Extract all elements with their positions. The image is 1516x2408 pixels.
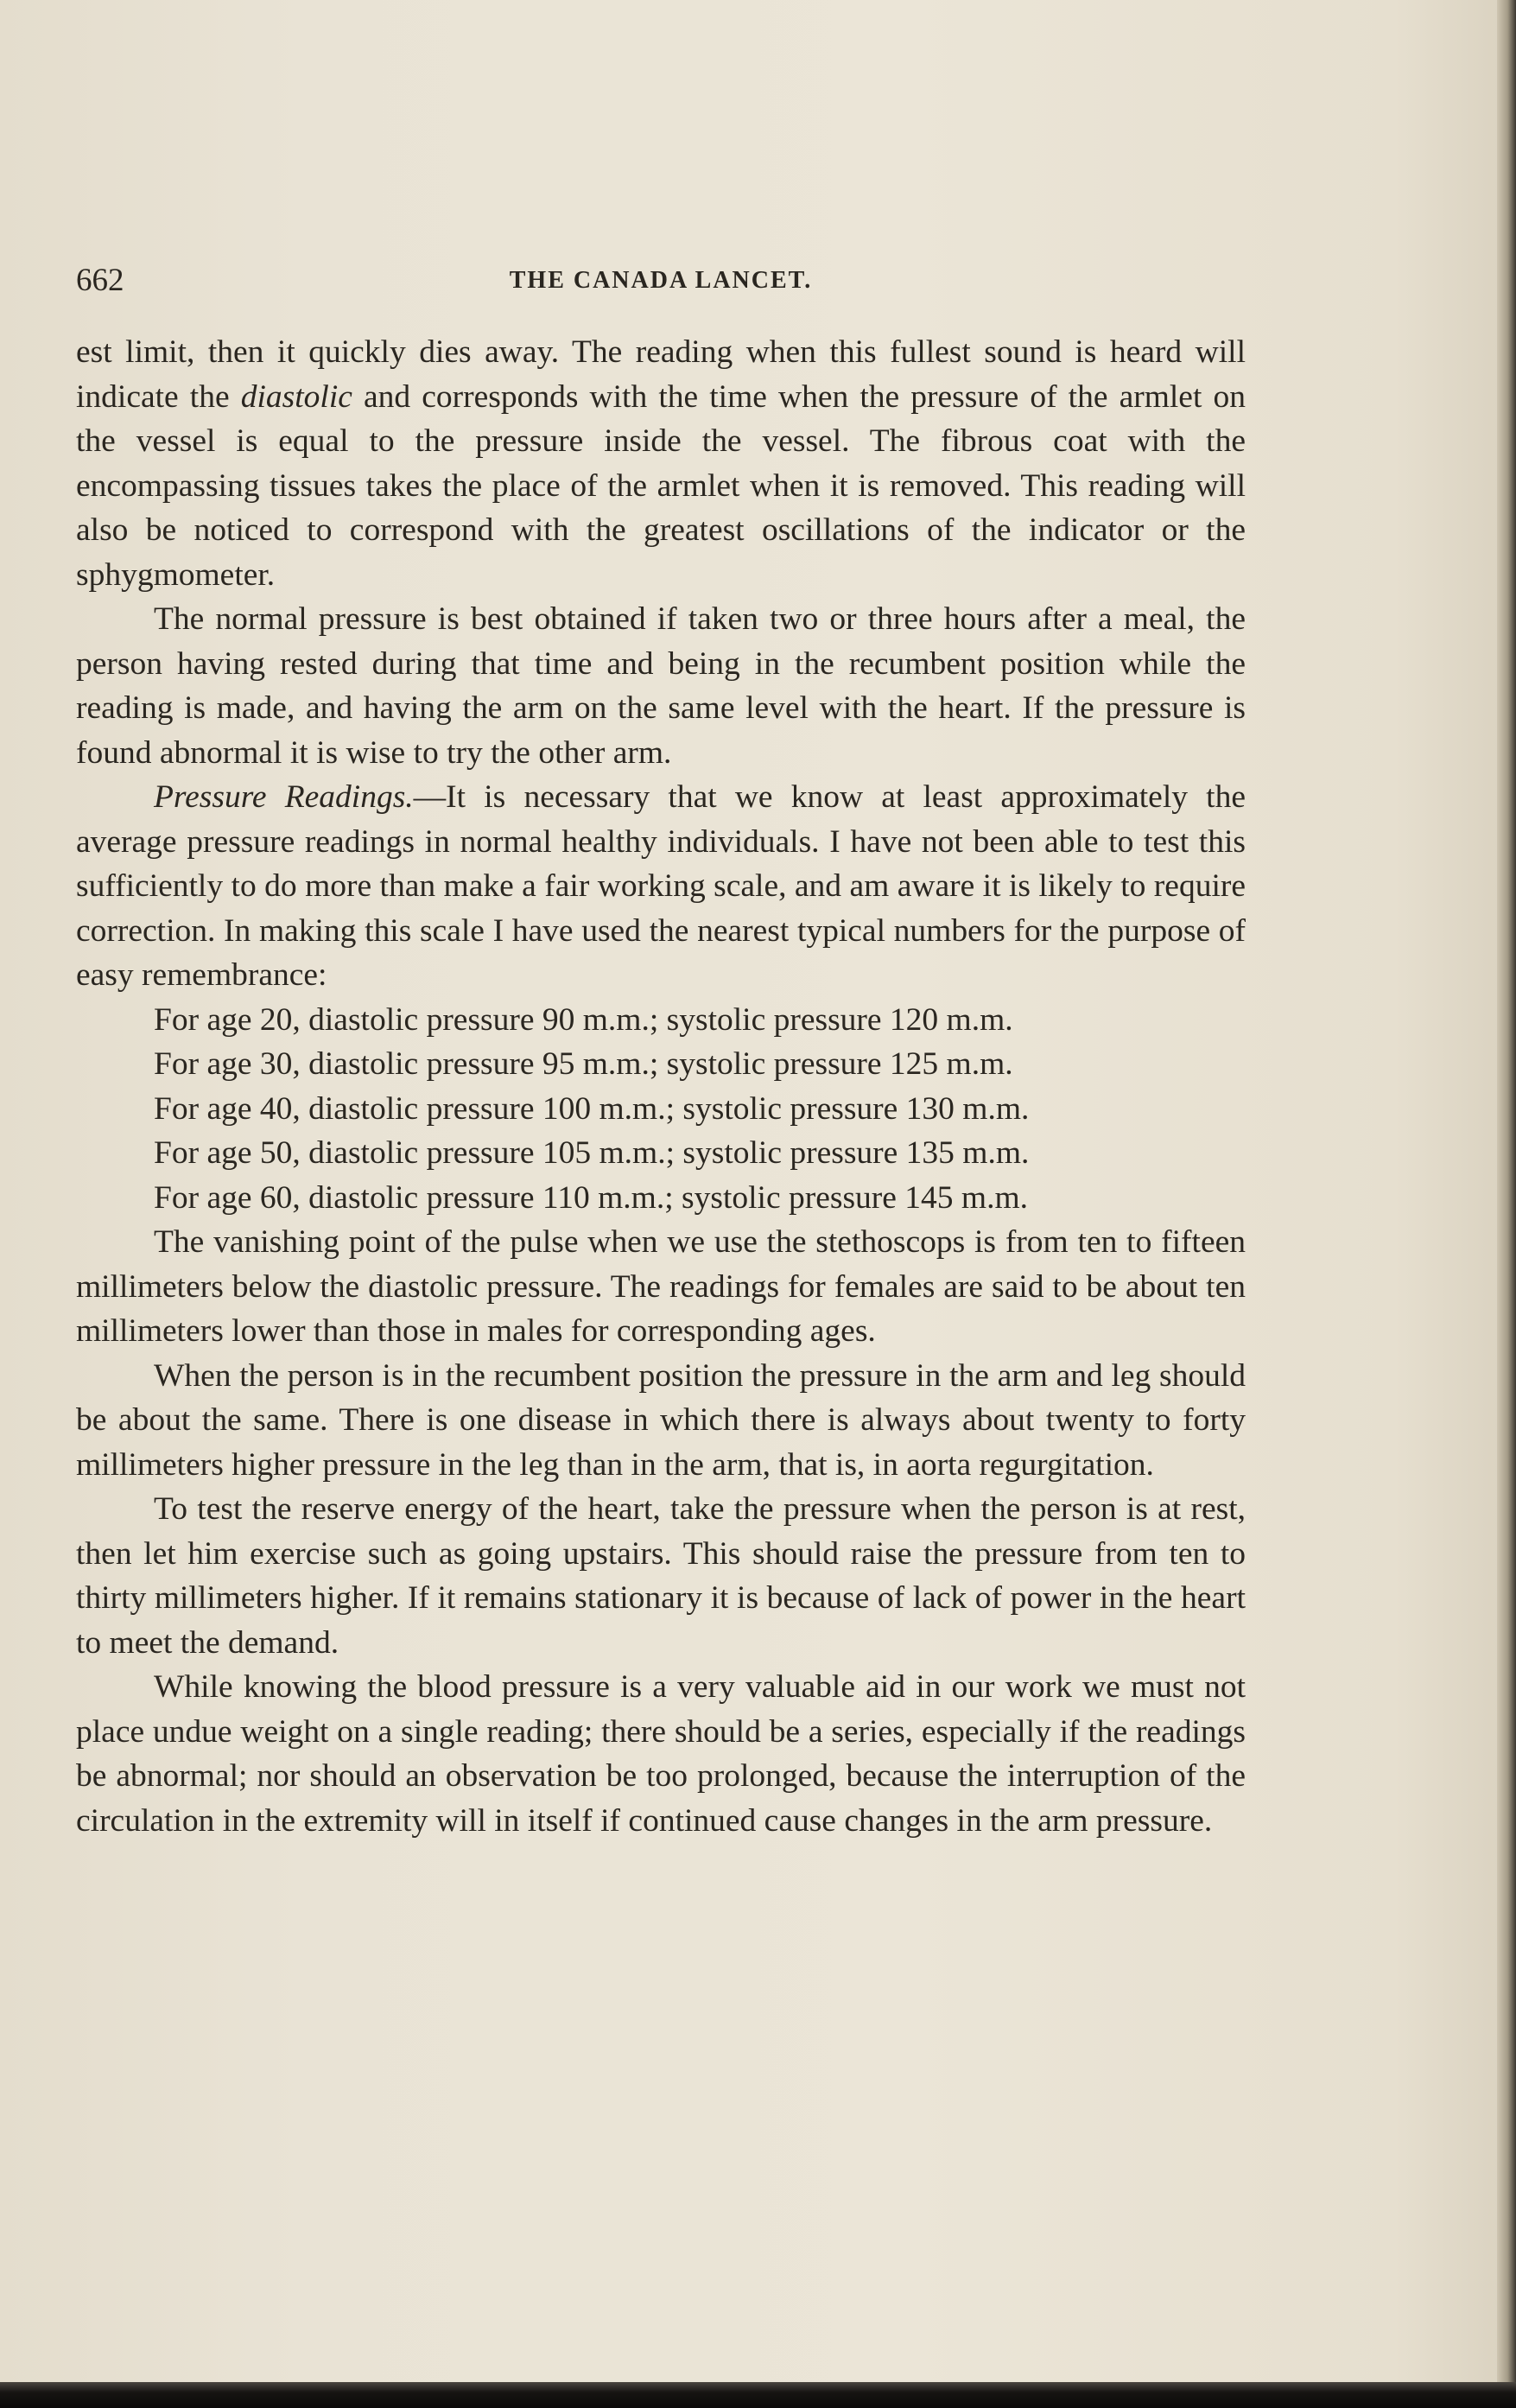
scale-row: For age 50, diastolic pressure 105 m.m.; systolic pressure 135 m.m. <box>154 1135 1030 1171</box>
scale-row: For age 60, diastolic pressure 110 m.m.; systolic pressure 145 m.m. <box>154 1179 1029 1216</box>
book-binding-edge <box>1497 0 1516 2408</box>
scale-row: For age 20, diastolic pressure 90 m.m.; systolic pressure 120 m.m. <box>154 1001 1013 1038</box>
paragraph-text: and corresponds with the time when the pressure of the armlet on the vessel is equal to the pressure inside the vessel. The fibrous coat with the encompassing tissues takes the place of the armlet when it is removed. This reading will also be noticed to correspond with the greatest oscillations of the indicator or the sphygmometer. <box>76 378 1246 593</box>
pressure-scale-list <box>76 998 1246 1221</box>
paragraph-text: It is necessary that we know at least approximately the average pressure readings in normal healthy individuals. I have not been able to test this sufficiently to do more than make a fair working scale, and am aware it is likely to require correction. In making this scale I have used the nearest typical numbers for the purpose of easy remembrance: <box>76 779 1246 993</box>
paragraph-text: est limit, then it quickly dies away. The reading when this fullest sound is heard will indicate the <box>76 334 1246 415</box>
section-heading: Pressure Readings. <box>154 779 414 815</box>
paragraph-normal-pressure: The normal pressure is best obtained if taken two or three hours after a meal, the person having rested during that time and being in the recumbent position while the reading is made, and having the arm on the same level with the heart. If the pressure is found abnormal it is wise to try the other arm. <box>76 601 1246 771</box>
scan-bottom-edge <box>0 2382 1516 2408</box>
paragraph-recumbent: When the person is in the recumbent position the pressure in the arm and leg should be about the same. There is one disease in which there is always about twenty to forty millimeters higher pressure in the leg than in the arm, that is, in aorta regurgitation. <box>76 1357 1246 1483</box>
page-number: 662 <box>76 263 124 298</box>
page-header <box>76 259 1246 302</box>
paragraph-pressure-readings <box>76 775 1246 998</box>
emphasis-diastolic: diastolic <box>240 378 352 415</box>
paragraph-continuation <box>76 330 1246 597</box>
paragraph-vanishing-point: The vanishing point of the pulse when we use the stethoscops is from ten to fifteen millimeters below the diastolic pressure. The readings for females are said to be about ten millimeters lower than those in males for corresponding ages. <box>76 1224 1246 1349</box>
paragraph-series: While knowing the blood pressure is a very valuable aid in our work we must not place undue weight on a single reading; there should be a series, especially if the readings be abnormal; nor should an observation be too prolonged, because the interruption of the circulation in the extremity will in itself if continued cause changes in the arm pressure. <box>76 1669 1246 1839</box>
paragraph-reserve-energy: To test the reserve energy of the heart, take the pressure when the person is at rest, then let him exercise such as going upstairs. This should raise the pressure from ten to thirty millimeters higher. If it remains stationary it is because of lack of power in the heart to meet the demand. <box>76 1491 1246 1661</box>
scale-row: For age 40, diastolic pressure 100 m.m.; systolic pressure 130 m.m. <box>154 1090 1030 1127</box>
running-head: THE CANADA LANCET. <box>509 267 813 294</box>
heading-dash: — <box>413 779 447 815</box>
scale-row: For age 30, diastolic pressure 95 m.m.; systolic pressure 125 m.m. <box>154 1046 1013 1082</box>
body-text <box>76 330 1246 1843</box>
